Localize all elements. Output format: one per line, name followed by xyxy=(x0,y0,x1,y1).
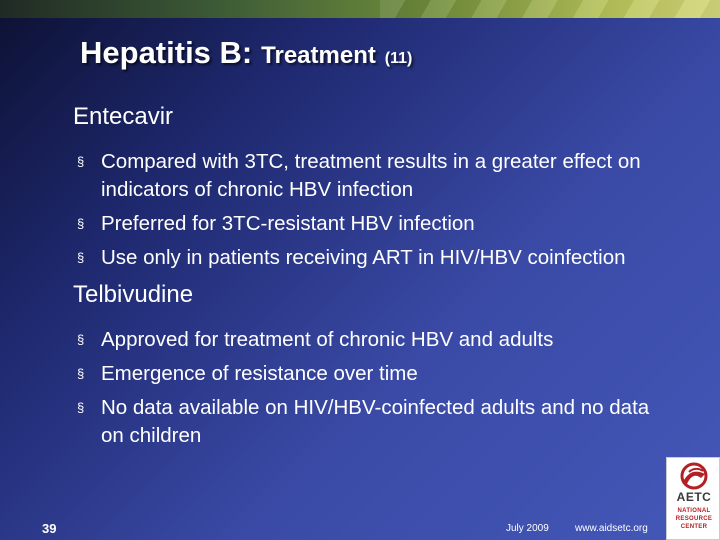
bullet-icon: § xyxy=(77,332,85,347)
logo-line-national: NATIONAL xyxy=(677,508,711,514)
bullet-icon: § xyxy=(77,250,85,265)
section-telbivudine xyxy=(73,278,673,450)
section-heading: Telbivudine xyxy=(73,281,194,308)
title-main: Hepatitis B: xyxy=(80,35,253,70)
logo-acronym: AETC xyxy=(676,490,712,504)
top-decorative-band xyxy=(0,0,720,18)
list-item xyxy=(77,394,673,450)
list-item xyxy=(77,210,673,238)
title-sub: Treatment xyxy=(261,42,376,69)
bullet-text: Preferred for 3TC-resistant HBV infection xyxy=(101,212,475,235)
bullet-icon: § xyxy=(77,400,85,415)
bullet-icon: § xyxy=(77,154,85,169)
title-number: (11) xyxy=(384,50,413,67)
bullet-text: Use only in patients receiving ART in HIV/HBV coinfection xyxy=(101,246,626,269)
list-item xyxy=(77,244,673,272)
list-item xyxy=(77,326,673,354)
logo-subtitle xyxy=(667,507,720,531)
aetc-logo xyxy=(666,457,720,540)
footer-date: July 2009 xyxy=(506,523,549,534)
bullet-list xyxy=(73,148,673,272)
logo-line-center: CENTER xyxy=(680,524,708,530)
bullet-text: Approved for treatment of chronic HBV and adults xyxy=(101,328,554,351)
bullet-icon: § xyxy=(77,366,85,381)
aetc-logo-icon xyxy=(677,462,711,490)
logo-line-resource: RESOURCE xyxy=(675,516,713,522)
footer-url: www.aidsetc.org xyxy=(575,523,648,534)
list-item xyxy=(77,148,673,204)
bullet-text: No data available on HIV/HBV-coinfected adults and no data on children xyxy=(101,396,650,447)
section-heading: Entecavir xyxy=(73,103,174,130)
slide-title xyxy=(80,34,412,71)
bullet-icon: § xyxy=(77,216,85,231)
slide-content xyxy=(73,100,673,456)
slide-number: 39 xyxy=(42,521,57,536)
list-item xyxy=(77,360,673,388)
bullet-text: Compared with 3TC, treatment results in a greater effect on indicators of chronic HBV infection xyxy=(101,150,641,201)
bullet-text: Emergence of resistance over time xyxy=(101,362,418,385)
section-entecavir xyxy=(73,100,673,272)
bullet-list xyxy=(73,326,673,450)
